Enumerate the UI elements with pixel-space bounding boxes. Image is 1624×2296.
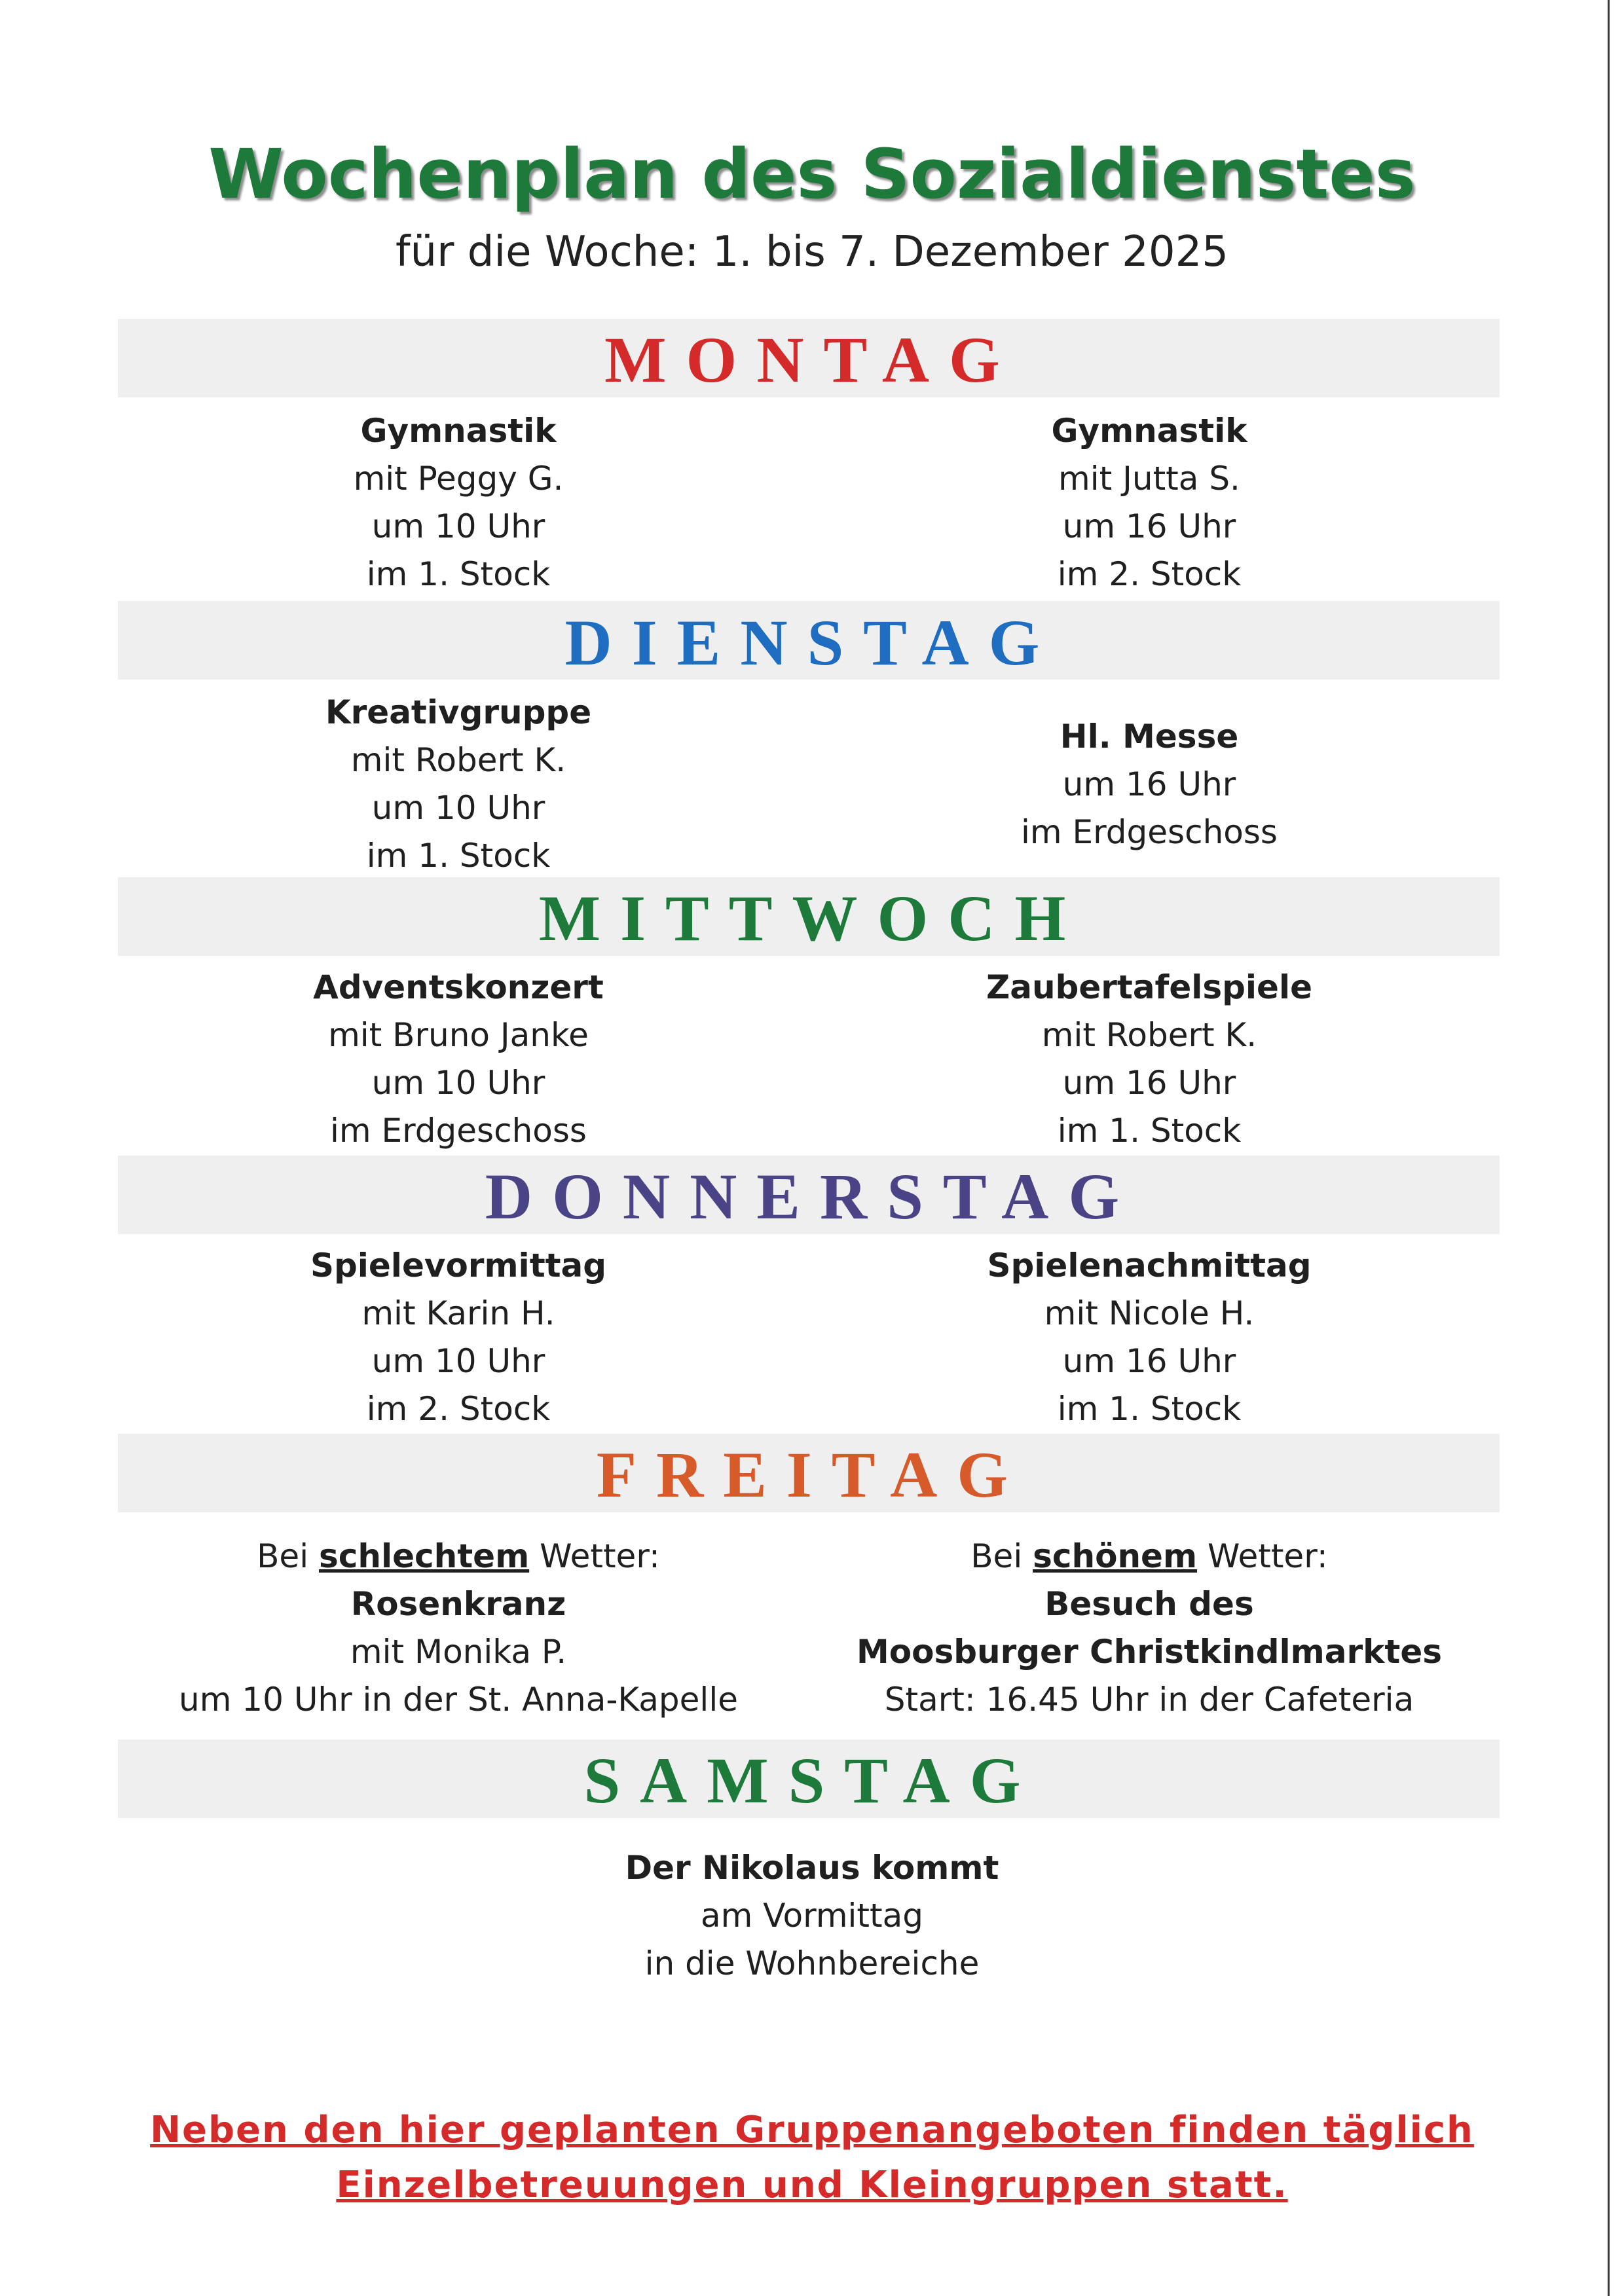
event-freitag-left (157, 1533, 760, 1724)
weather-suffix: Wetter: (1197, 1537, 1328, 1575)
day-heading-donnerstag: DONNERSTAG (485, 1160, 1139, 1233)
event-mittwoch-left (288, 964, 629, 1155)
event-host: mit Bruno Janke (328, 1016, 589, 1054)
weather-condition (157, 1533, 760, 1580)
event-host: mit Jutta S. (1058, 460, 1240, 498)
event-time: um 10 Uhr (371, 1342, 545, 1380)
event-samstag (517, 1844, 1107, 1988)
event-time-location: um 10 Uhr in der St. Anna-Kapelle (179, 1681, 738, 1719)
event-title: Rosenkranz (350, 1585, 566, 1623)
event-title: Adventskonzert (313, 968, 604, 1006)
page-title: Wochenplan des Sozialdienstes (208, 134, 1416, 214)
event-title: Gymnastik (1051, 412, 1247, 450)
weather-keyword: schönem (1033, 1537, 1198, 1575)
event-location: im Erdgeschoss (330, 1112, 587, 1150)
event-time-location: Start: 16.45 Uhr in der Cafeteria (884, 1681, 1414, 1719)
page-subtitle: für die Woche: 1. bis 7. Dezember 2025 (396, 228, 1228, 276)
event-title: Zaubertafelspiele (986, 968, 1313, 1006)
event-location: im 1. Stock (1057, 1390, 1242, 1428)
event-location: im 1. Stock (366, 555, 551, 593)
weather-suffix: Wetter: (529, 1537, 660, 1575)
event-dienstag-right (979, 713, 1320, 856)
day-heading-montag: MONTAG (604, 323, 1020, 396)
event-host: mit Robert K. (1041, 1016, 1257, 1054)
event-title: Kreativgruppe (325, 693, 592, 731)
weather-prefix: Bei (257, 1537, 319, 1575)
event-location: im 1. Stock (1057, 1112, 1242, 1150)
event-title: Besuch des (1044, 1585, 1254, 1623)
day-heading-dienstag: DIENSTAG (564, 606, 1060, 679)
event-location: im 2. Stock (366, 1390, 551, 1428)
weather-prefix: Bei (970, 1537, 1033, 1575)
event-time: um 16 Uhr (1062, 765, 1236, 803)
event-time: um 16 Uhr (1062, 507, 1236, 545)
event-host: mit Nicole H. (1044, 1294, 1255, 1332)
weather-condition (848, 1533, 1450, 1580)
event-host: mit Peggy G. (353, 460, 564, 498)
event-host: mit Robert K. (350, 741, 566, 779)
footer-line-1: Neben den hier geplanten Gruppenangeboten finden täglich (150, 2109, 1474, 2151)
event-montag-right (979, 407, 1320, 598)
event-montag-left (288, 407, 629, 598)
event-title: Gymnastik (360, 412, 557, 450)
event-time: um 16 Uhr (1062, 1064, 1236, 1102)
day-heading-samstag: SAMSTAG (583, 1744, 1041, 1817)
weather-keyword: schlechtem (318, 1537, 530, 1575)
event-title: Hl. Messe (1060, 718, 1239, 756)
event-location: im 1. Stock (366, 837, 551, 875)
event-donnerstag-right (979, 1242, 1320, 1433)
footer-notice (0, 2103, 1624, 2213)
event-mittwoch-right (979, 964, 1320, 1155)
event-donnerstag-left (288, 1242, 629, 1433)
event-title: Spielevormittag (310, 1247, 607, 1285)
event-location: in die Wohnbereiche (644, 1944, 980, 1982)
event-dienstag-left (288, 689, 629, 880)
event-title: Spielenachmittag (987, 1247, 1312, 1285)
event-host: mit Karin H. (361, 1294, 555, 1332)
event-time: am Vormittag (700, 1897, 923, 1935)
event-time: um 10 Uhr (371, 789, 545, 827)
event-location: im Erdgeschoss (1021, 813, 1278, 851)
day-heading-mittwoch: MITTWOCH (538, 882, 1086, 955)
event-time: um 10 Uhr (371, 507, 545, 545)
event-title: Der Nikolaus kommt (625, 1849, 999, 1887)
event-time: um 16 Uhr (1062, 1342, 1236, 1380)
day-heading-freitag: FREITAG (596, 1438, 1028, 1511)
event-time: um 10 Uhr (371, 1064, 545, 1102)
footer-line-2: Einzelbetreuungen und Kleingruppen statt. (336, 2164, 1288, 2206)
event-freitag-right (848, 1533, 1450, 1724)
event-title-2: Moosburger Christkindlmarktes (856, 1633, 1443, 1671)
event-location: im 2. Stock (1057, 555, 1242, 593)
event-host: mit Monika P. (350, 1633, 567, 1671)
